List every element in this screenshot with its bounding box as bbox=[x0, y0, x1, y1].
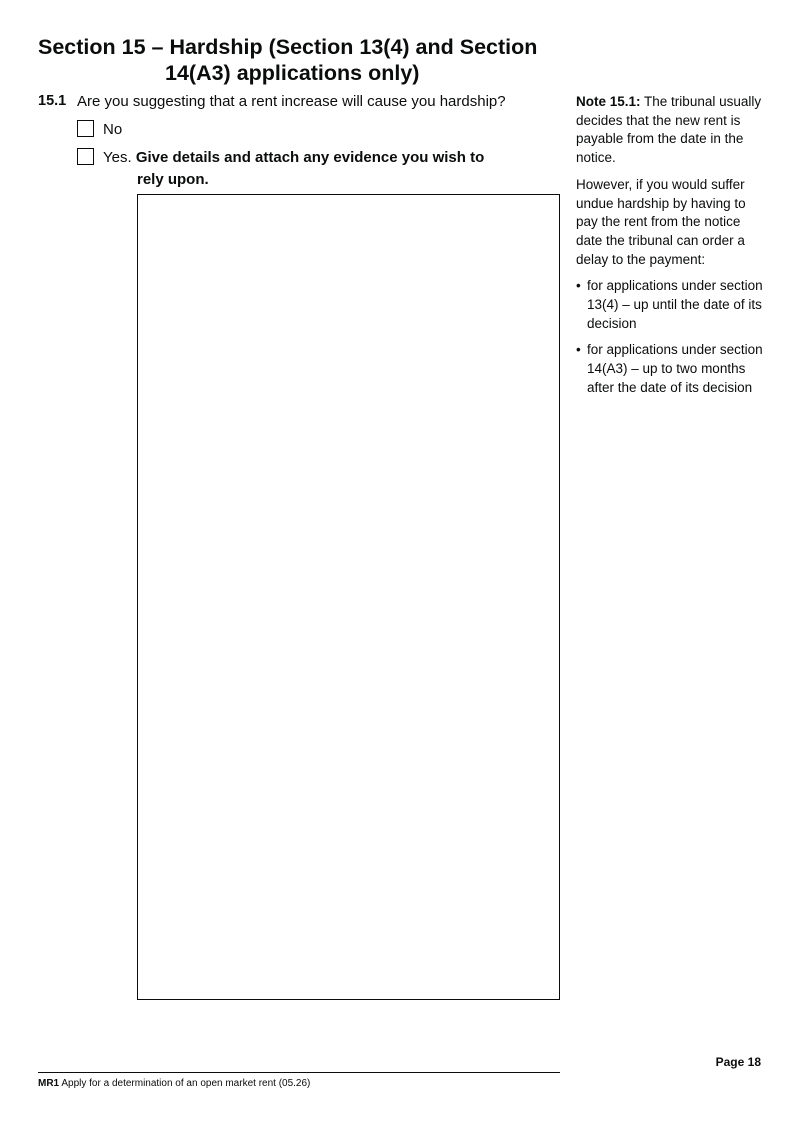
question-text: Are you suggesting that a rent increase will cause you hardship? bbox=[77, 93, 506, 110]
option-yes-instruction: Give details and attach any evidence you wish to bbox=[135, 149, 485, 166]
section-title-line1: Section 15 – Hardship (Section 13(4) and Section bbox=[38, 35, 538, 59]
footer bbox=[38, 1078, 310, 1089]
guidance-note bbox=[576, 93, 766, 406]
note-paragraph-1 bbox=[576, 93, 766, 168]
form-title: Apply for a determination of an open market rent (05.26) bbox=[61, 1078, 311, 1089]
option-yes-instruction-continued: rely upon. bbox=[137, 171, 209, 188]
option-yes-label bbox=[103, 149, 484, 166]
note-text-1: The tribunal usually decides that the new rent is payable from the date in the notice. bbox=[576, 94, 762, 166]
question-number: 15.1 bbox=[38, 93, 67, 109]
note-paragraph-2: However, if you would suffer undue hardship by having to pay the rent from the notice date the tribunal can order a delay to the payment: bbox=[576, 176, 746, 267]
option-no-label: No bbox=[103, 121, 123, 138]
hardship-details-textbox[interactable] bbox=[137, 194, 560, 1000]
option-yes-prefix: Yes. bbox=[103, 149, 132, 166]
note-bullet-list bbox=[576, 277, 766, 397]
note-bullet-item: • for applications under section 14(A3) – up to two months after the date of its decision bbox=[576, 341, 766, 397]
page-number: Page 18 bbox=[715, 1055, 761, 1069]
section-title-line2: 14(A3) applications only) bbox=[165, 61, 420, 85]
footer-divider bbox=[38, 1072, 560, 1073]
section-title bbox=[38, 34, 558, 86]
note-bullet-item: • for applications under section 13(4) – up until the date of its decision bbox=[576, 277, 766, 333]
note-label: Note 15.1: bbox=[576, 94, 641, 109]
checkbox-yes[interactable] bbox=[77, 148, 94, 165]
form-code: MR1 bbox=[38, 1078, 60, 1089]
checkbox-no[interactable] bbox=[77, 120, 94, 137]
